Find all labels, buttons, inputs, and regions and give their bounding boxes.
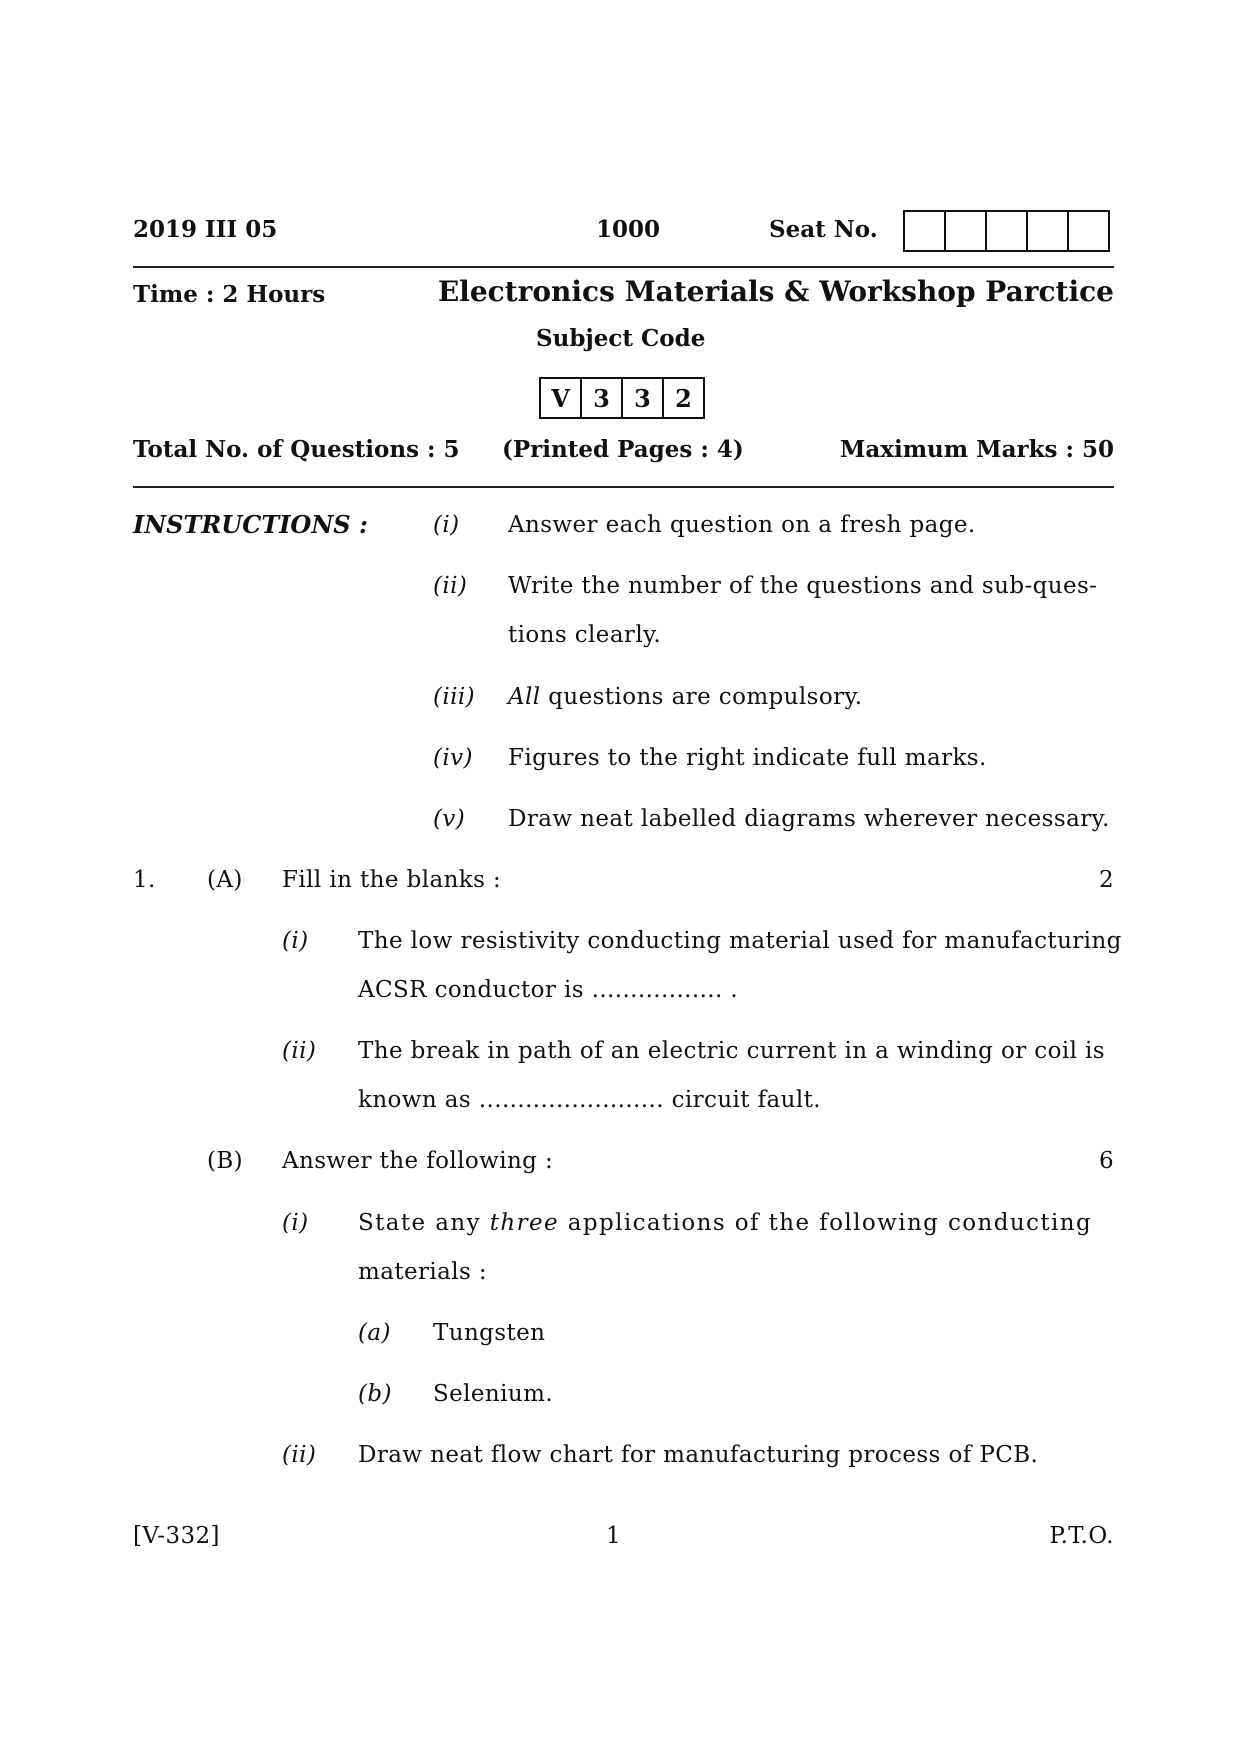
seat-box[interactable]: [1026, 212, 1067, 250]
instruction-text: Write the number of the questions and sub-ques-: [508, 573, 1098, 599]
paper-title: Electronics Materials & Workshop Parctice: [437, 275, 1114, 308]
maximum-marks: Maximum Marks : 50: [839, 436, 1114, 463]
part-marks: 6: [1098, 1148, 1114, 1174]
sub-item-number: (b): [358, 1381, 392, 1407]
sub-item-number: (a): [358, 1320, 391, 1346]
instruction-number: (ii): [433, 573, 468, 599]
seat-box[interactable]: [944, 212, 985, 250]
item-text-continued: materials :: [358, 1259, 488, 1285]
please-turn-over: P.T.O.: [1049, 1523, 1114, 1549]
item-text-continued: ACSR conductor is ................. .: [358, 977, 739, 1003]
total-questions: Total No. of Questions : 5: [133, 436, 460, 463]
subject-code-char: 3: [580, 379, 621, 417]
part-text: Fill in the blanks :: [282, 867, 502, 893]
exam-time: Time : 2 Hours: [133, 281, 326, 308]
subject-code-label: Subject Code: [536, 325, 706, 352]
instruction-text: Figures to the right indicate full marks.: [508, 745, 987, 771]
instruction-number: (i): [433, 512, 460, 538]
item-text: State any three applications of the following conducting: [358, 1210, 1093, 1236]
seat-number-boxes[interactable]: [903, 210, 1110, 252]
emphasis-all: All: [508, 684, 541, 710]
part-text: Answer the following :: [282, 1148, 554, 1174]
page-number: 1: [606, 1523, 622, 1549]
instruction-text: All questions are compulsory.: [508, 684, 863, 710]
exam-code: 2019 III 05: [133, 216, 278, 243]
instruction-text-continued: tions clearly.: [508, 622, 662, 648]
subject-code-char: V: [551, 383, 570, 413]
instruction-number: (iv): [433, 745, 473, 771]
sub-item-text: Selenium.: [433, 1381, 554, 1407]
seat-label: Seat No.: [769, 216, 878, 243]
instruction-text: Draw neat labelled diagrams wherever necessary.: [508, 806, 1110, 832]
seat-box[interactable]: [905, 212, 944, 250]
emphasis-three: three: [489, 1210, 559, 1236]
subject-code-boxes: [539, 377, 705, 419]
instruction-number: (v): [433, 806, 466, 832]
question-number: 1.: [133, 867, 156, 893]
instruction-number: (iii): [433, 684, 476, 710]
seat-box[interactable]: [1067, 212, 1108, 250]
part-label: (A): [207, 867, 243, 893]
item-text: The low resistivity conducting material used for manufacturing: [358, 928, 1122, 954]
item-number: (i): [282, 1210, 309, 1236]
part-marks: 2: [1098, 867, 1114, 893]
item-number: (ii): [282, 1442, 317, 1468]
item-text: Draw neat flow chart for manufacturing process of PCB.: [358, 1442, 1039, 1468]
footer-paper-code: [V-332]: [133, 1523, 220, 1549]
instructions-heading: INSTRUCTIONS :: [133, 510, 368, 539]
seat-box[interactable]: [985, 212, 1026, 250]
printed-pages: (Printed Pages : 4): [502, 436, 744, 463]
subject-code-char: 3: [621, 379, 662, 417]
instruction-text: Answer each question on a fresh page.: [508, 512, 976, 538]
copies-count: 1000: [596, 216, 661, 243]
header-divider-top: [133, 266, 1114, 268]
item-number: (i): [282, 928, 309, 954]
item-text-continued: known as ........................ circuit fault.: [358, 1087, 821, 1113]
item-number: (ii): [282, 1038, 317, 1064]
header-divider-bottom: [133, 486, 1114, 488]
item-text: The break in path of an electric current in a winding or coil is: [358, 1038, 1106, 1064]
sub-item-text: Tungsten: [433, 1320, 546, 1346]
part-label: (B): [207, 1148, 244, 1174]
subject-code-char: 2: [662, 379, 703, 417]
